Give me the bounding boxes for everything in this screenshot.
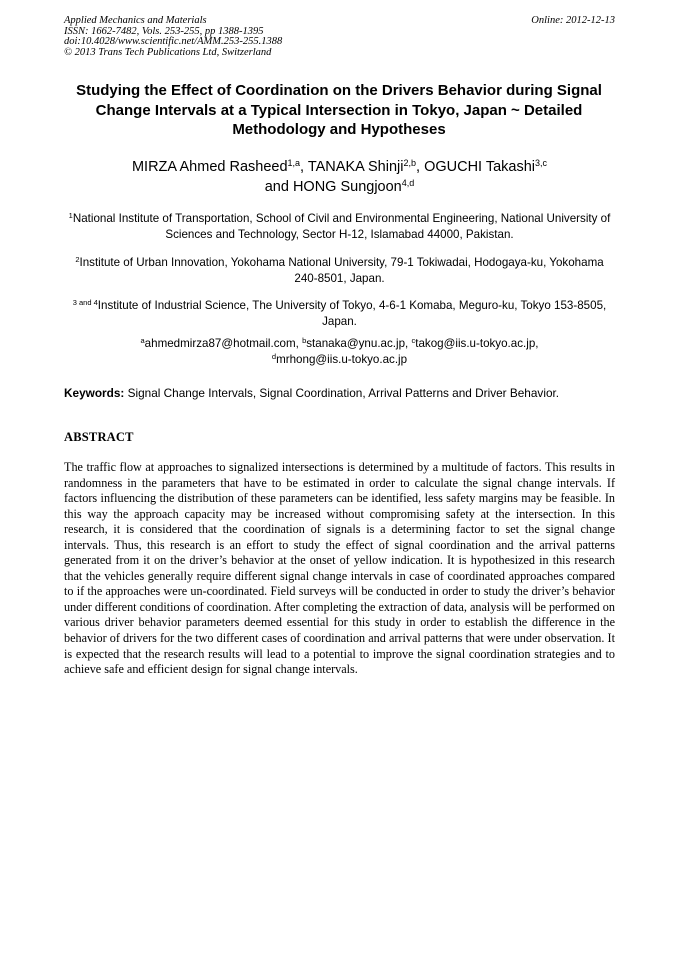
email-address: mrhong@iis.u-tokyo.ac.jp <box>276 352 408 366</box>
email-address: takog@iis.u-tokyo.ac.jp, <box>415 337 539 350</box>
author-name: MIRZA Ahmed Rasheed <box>131 159 288 175</box>
email-sup: a <box>140 336 145 345</box>
affiliation-text: Institute of Urban Innovation, Yokohama National University, 79-1 Tokiwadai, Hodogaya-ku, Yokohama 240-8501, Japan. <box>79 256 604 285</box>
abstract-heading: ABSTRACT <box>64 430 134 444</box>
journal-name: Applied Mechanics and Materials <box>64 15 207 26</box>
email-address: stanaka@ynu.ac.jp, <box>306 337 412 350</box>
author-name: and HONG Sungjoon <box>264 179 402 195</box>
email-sup: d <box>271 351 277 361</box>
copyright-line: © 2013 Trans Tech Publications Ltd, Switzerland <box>64 46 272 58</box>
abstract-body: The traffic flow at approaches to signalized intersections is determined by a multitude of factors. This results in randomness in the parameters that have to be estimated in order to calculate the signal change intervals. If factors influencing the distribution of these parameters can be identified, less safety margins may be feasible. In this way the approach capacity may be increased without compromising safety at the intersection. In this research, it is considered that the coordination of signals is a determining factor to set the signal change intervals. Thus, this research is an effort to study the effect of signal coordination and the arrival patterns generated from it on the driver’s behavior at the onset of yellow indication. It is hypothesized in this research that the vehicles generally require different signal change intervals in case of coordinated approaches compared to if the approaches were un-coordinated. Field surveys will be conducted in order to study the driver’s behavior under different conditions of coordination. After completing the extraction of data, analysis will be performed on various driver behavior parameters deemed essential for this study in order to establish the difference in the behavior of drivers for the two different cases of coordination and arrival patterns that were under observation. It is expected that the research results will lead to a potential to improve the signal coordination strategies and to achieve safe and efficient design for signal change intervals. <box>64 460 615 677</box>
author-sup: 2,b <box>403 158 416 168</box>
doi-line: doi:10.4028/www.scientific.net/AMM.253-255.1388 <box>64 36 283 48</box>
issn-line: ISSN: 1662-7482, Vols. 253-255, pp 1388-1395 <box>64 25 264 37</box>
affiliation-sup: 3 and 4 <box>72 298 98 307</box>
keywords-text: Signal Change Intervals, Signal Coordination, Arrival Patterns and Driver Behavior. <box>124 386 560 400</box>
email-list <box>64 336 615 367</box>
affiliation-1 <box>64 211 615 242</box>
affiliation-text: National Institute of Transportation, School of Civil and Environmental Engineering, National University of Sciences and Technology, Sector H-12, Islamabad 44000, Pakistan. <box>72 212 611 241</box>
author-list: MIRZA Ahmed Rasheed$^{1,a}$, TANAKA Shinji$^{2,b}$, OGUCHI Takashi$^{3,c}$ and HONG Sungjoon$^{4,d}$ <box>131 158 548 195</box>
author-name: TANAKA Shinji <box>307 159 404 175</box>
email-address: ahmedmirza87@hotmail.com, <box>144 337 303 350</box>
author-sup: 1,a <box>287 158 301 168</box>
author-sup: 4,d <box>401 178 415 188</box>
paper-title: Studying the Effect of Coordination on the Drivers Behavior during Signal Change Intervals at a Typical Intersection in Tokyo, Japan ~ Detailed Methodology and Hypotheses <box>76 82 602 138</box>
affiliation-2 <box>64 255 615 286</box>
keywords-line <box>64 386 615 401</box>
email-sup: b <box>302 336 307 345</box>
affiliation-sup: 2 <box>75 255 80 264</box>
email-sup: c <box>411 336 416 345</box>
affiliation-sup: 1 <box>68 211 73 220</box>
online-date: Online: 2012-12-13 <box>531 15 615 26</box>
affiliation-3 <box>64 298 615 329</box>
author-sup: 3,c <box>535 158 548 168</box>
affiliation-text: Institute of Industrial Science, The University of Tokyo, 4-6-1 Komaba, Meguro-ku, Tokyo 153-8505, Japan. <box>97 299 607 328</box>
keywords-label: Keywords: <box>64 386 125 400</box>
journal-header <box>64 16 615 58</box>
author-name: OGUCHI Takashi <box>424 159 535 175</box>
